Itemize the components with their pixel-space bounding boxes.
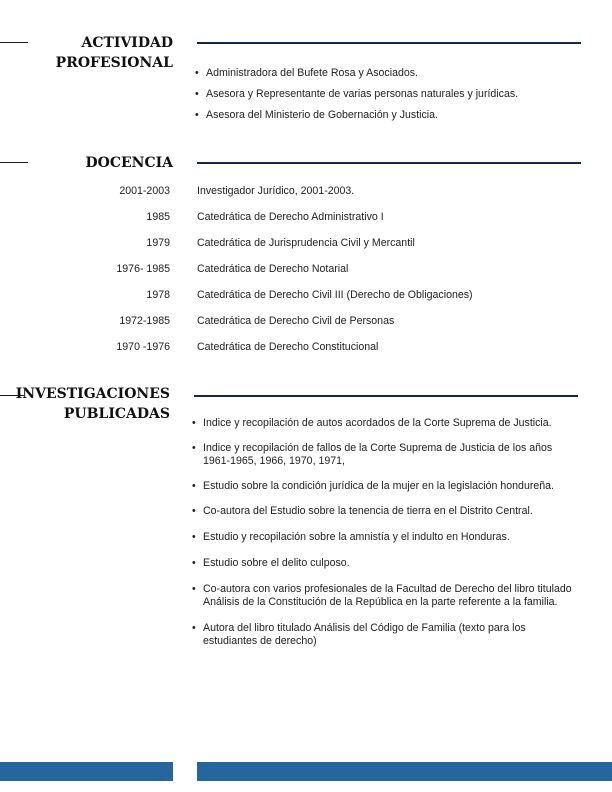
bullet-icon: • xyxy=(192,442,196,454)
right-divider xyxy=(197,42,581,44)
footer-bar-left xyxy=(0,762,173,781)
row-description: Catedrática de Derecho Notarial xyxy=(197,263,349,275)
row-years: 1970 -1976 xyxy=(116,341,170,353)
row-description: Catedrática de Jurisprudencia Civil y Mercantil xyxy=(197,237,415,249)
row-years: 1972-1985 xyxy=(119,315,170,327)
list-item-text: Co-autora del Estudio sobre la tenencia de tierra en el Distrito Central. xyxy=(203,505,533,517)
bullet-icon: • xyxy=(192,531,196,543)
list-item-text: Asesora del Ministerio de Gobernación y Justicia. xyxy=(206,109,438,121)
list-item-text: Administradora del Bufete Rosa y Asociados. xyxy=(206,67,418,79)
list-item xyxy=(195,67,595,80)
list-item xyxy=(192,480,577,493)
list-item-text: Estudio sobre la condición jurídica de la mujer en la legislación hondureña. xyxy=(203,480,554,492)
right-divider xyxy=(194,395,578,397)
row-years: 1976- 1985 xyxy=(116,263,170,275)
list-item-text: Estudio y recopilación sobre la amnistía y el indulto en Honduras. xyxy=(203,531,510,543)
section-title xyxy=(16,384,170,424)
list-item-text: Asesora y Representante de varias personas naturales y jurídicas. xyxy=(206,88,519,100)
bullet-icon: • xyxy=(195,67,199,79)
investigaciones-list xyxy=(192,417,577,648)
row-years: 1979 xyxy=(146,237,170,249)
list-item xyxy=(192,557,577,570)
row-description: Catedrática de Derecho Civil III (Derecho de Obligaciones) xyxy=(197,289,473,301)
list-item xyxy=(192,442,577,468)
list-item xyxy=(192,622,577,648)
list-item xyxy=(192,505,577,518)
bullet-icon: • xyxy=(192,417,196,429)
list-item-text: Co-autora con varios profesionales de la Facultad de Derecho del libro titulado Análisis de la Constitución de la República en la parte referente a la familia. xyxy=(203,583,572,608)
section-title-line: INVESTIGACIONES xyxy=(15,386,170,402)
section-title-line: ACTIVIDAD xyxy=(81,35,173,51)
list-item xyxy=(192,417,577,430)
list-item xyxy=(192,531,577,544)
section-title-line: PROFESIONAL xyxy=(55,55,173,71)
row-years: 2001-2003 xyxy=(119,185,170,197)
list-item xyxy=(195,88,595,101)
section-title: DOCENCIA xyxy=(85,155,173,171)
list-item-text: Autora del libro titulado Análisis del Código de Familia (texto para los estudiantes de derecho) xyxy=(203,622,526,647)
bullet-icon: • xyxy=(192,583,196,595)
list-item-text: Estudio sobre el delito culposo. xyxy=(203,557,350,569)
actividad-list xyxy=(195,67,595,122)
section-title xyxy=(56,33,173,73)
bullet-icon: • xyxy=(192,557,196,569)
bullet-icon: • xyxy=(192,480,196,492)
left-divider xyxy=(0,162,28,163)
footer-bar-right xyxy=(197,762,612,781)
row-description: Catedrática de Derecho Civil de Personas xyxy=(197,315,395,327)
bullet-icon: • xyxy=(195,109,199,121)
list-item-text: Indice y recopilación de autos acordados de la Corte Suprema de Justicia. xyxy=(203,417,552,429)
section-title-line: PUBLICADAS xyxy=(63,406,170,422)
row-description: Investigador Jurídico, 2001-2003. xyxy=(197,185,355,197)
right-divider xyxy=(197,162,581,164)
list-item xyxy=(195,109,595,122)
list-item xyxy=(192,583,577,609)
row-years: 1978 xyxy=(146,289,170,301)
row-description: Catedrática de Derecho Constitucional xyxy=(197,341,379,353)
row-description: Catedrática de Derecho Administrativo I xyxy=(197,211,384,223)
left-divider xyxy=(0,42,28,43)
row-years: 1985 xyxy=(146,211,170,223)
list-item-text: Indice y recopilación de fallos de la Corte Suprema de Justicia de los años 1961-1965, 1966, 1970, 1971, xyxy=(203,442,553,467)
bullet-icon: • xyxy=(195,88,199,100)
bullet-icon: • xyxy=(192,505,196,517)
bullet-icon: • xyxy=(192,622,196,634)
